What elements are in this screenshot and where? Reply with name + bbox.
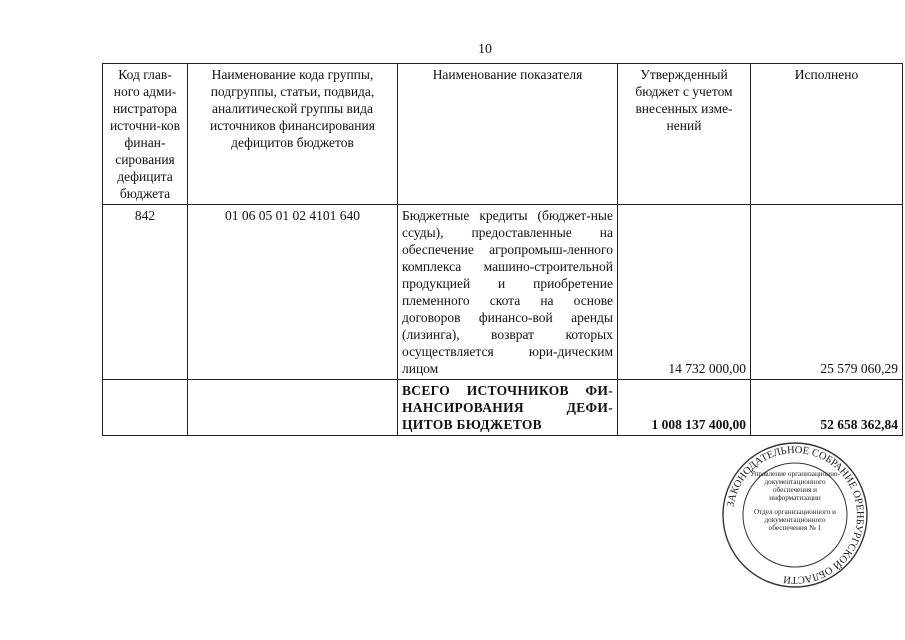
official-seal (720, 440, 870, 590)
seal-inner-bottom: Отдел организационного и документационного обеспечения № 1 (753, 508, 837, 532)
total-empty-cell-1 (103, 380, 188, 436)
header-source-code-name: Наименование кода группы, подгруппы, статьи, подвида, аналитической группы вида источников финансирования дефицитов бюджетов (188, 64, 398, 205)
total-approved: 1 008 137 400,00 (618, 380, 751, 436)
total-label: ВСЕГО ИСТОЧНИКОВ ФИ-НАНСИРОВАНИЯ ДЕФИ-ЦИТОВ БЮДЖЕТОВ (398, 380, 618, 436)
executed-cell: 25 579 060,29 (751, 205, 903, 380)
approved-cell: 14 732 000,00 (618, 205, 751, 380)
total-empty-cell-2 (188, 380, 398, 436)
header-indicator-name: Наименование показателя (398, 64, 618, 205)
source-code-cell: 01 06 05 01 02 4101 640 (188, 205, 398, 380)
header-executed: Исполнено (751, 64, 903, 205)
table-row (103, 205, 903, 380)
budget-sources-table (102, 63, 903, 436)
admin-code-cell: 842 (103, 205, 188, 380)
indicator-cell: Бюджетные кредиты (бюджет-ные ссуды), предоставленные на обеспечение агропромыш-ленного комплекса машино-строительной продукцией и приобретение племенного скота на основе договоров финансо-вой аренды (лизинга), возврат которых осуществляется юри-дическим лицом (398, 205, 618, 380)
page-number: 10 (478, 42, 492, 57)
seal-inner-top: Управление организационно-документационного обеспечения и информатизации (750, 470, 840, 502)
table-header-row (103, 64, 903, 205)
total-executed: 52 658 362,84 (751, 380, 903, 436)
header-admin-code: Код глав-ного адми-нистратора источни-ков финан-сирования дефицита бюджета (103, 64, 188, 205)
header-approved-budget: Утвержденный бюджет с учетом внесенных изме-нений (618, 64, 751, 205)
seal-outer-text: ЗАКОНОДАТЕЛЬНОЕ СОБРАНИЕ ОРЕНБУРГСКОЙ ОБЛАСТИ (725, 444, 866, 586)
total-row (103, 380, 903, 436)
